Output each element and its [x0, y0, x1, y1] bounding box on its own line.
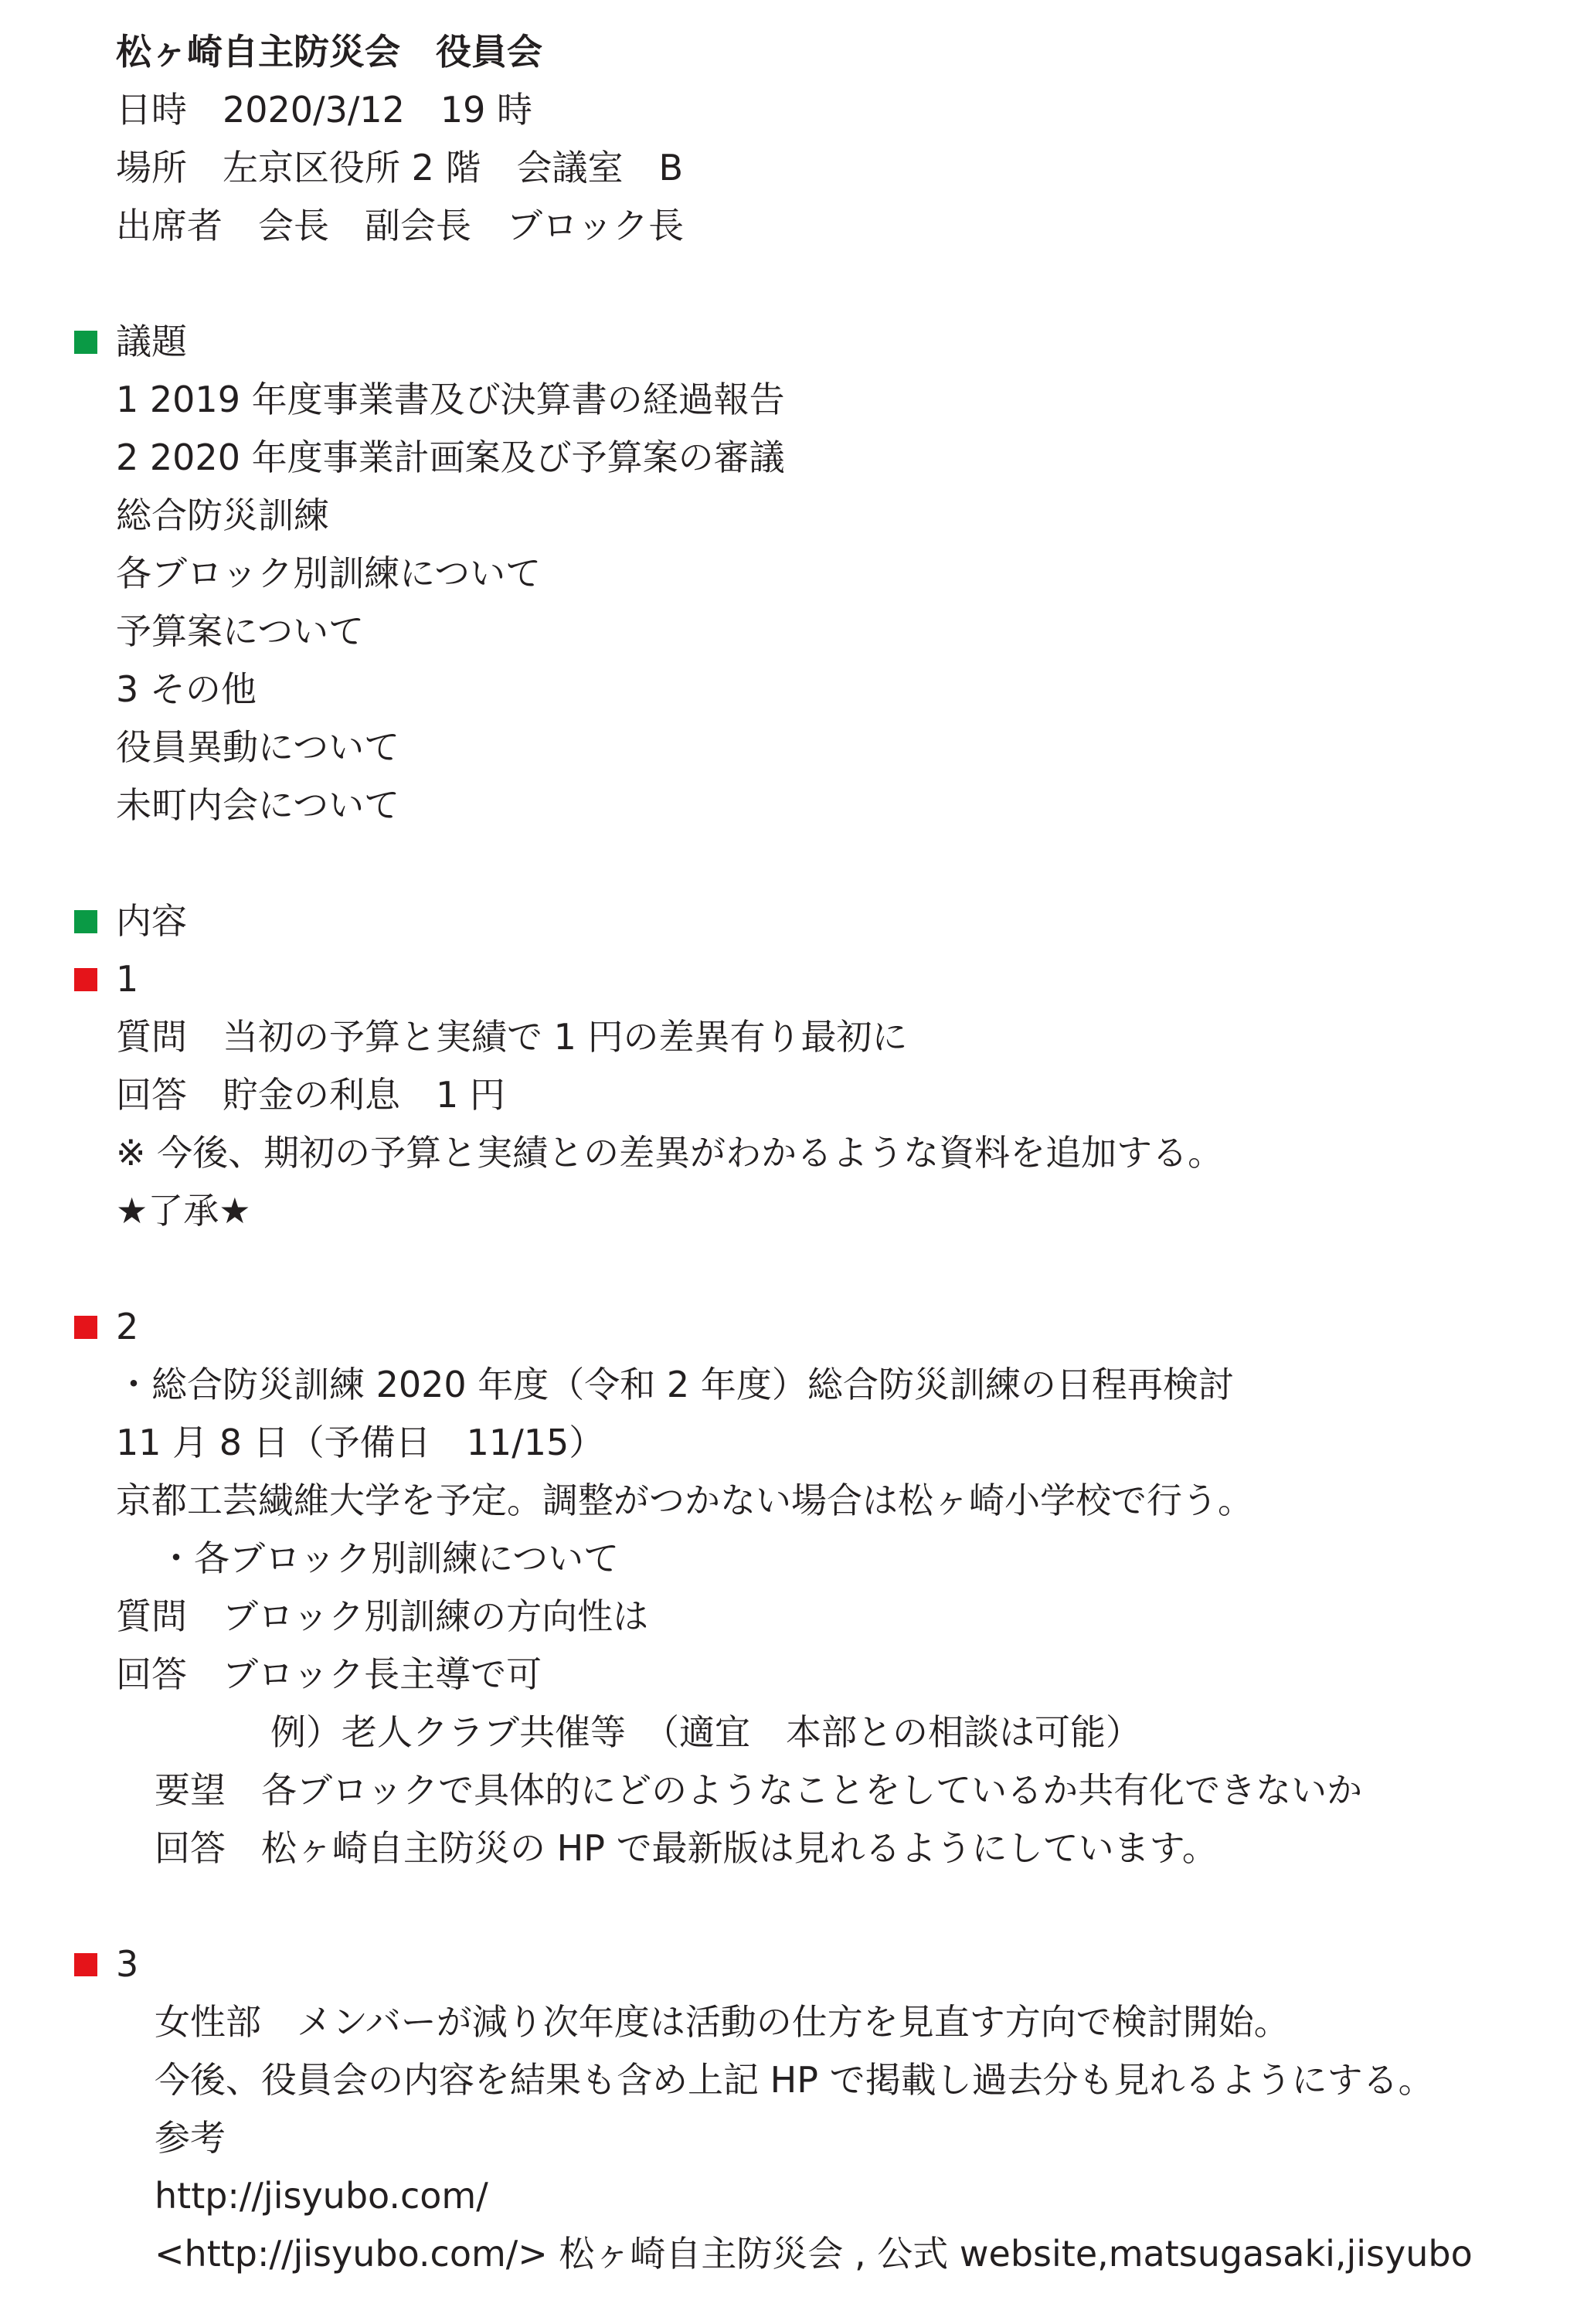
- meeting-place: 場所 左京区役所 2 階 会議室 B: [116, 147, 684, 189]
- agenda-item: 役員異動について: [116, 726, 400, 768]
- reference-link-description[interactable]: <http://jisyubo.com/> 松ヶ崎自主防災会 , 公式 website,matsugasaki,jisyubo: [155, 2233, 1473, 2275]
- section2-line: ・総合防災訓練 2020 年度（令和 2 年度）総合防災訓練の日程再検討: [116, 1364, 1234, 1405]
- section1-line: 質問 当初の予算と実績で 1 円の差異有り最初に: [116, 1016, 908, 1058]
- agenda-item: 1 2019 年度事業書及び決算書の経過報告: [116, 379, 785, 420]
- section2-line: 回答 ブロック長主導で可: [116, 1653, 542, 1695]
- document-title: 松ヶ崎自主防災会 役員会: [116, 31, 542, 73]
- section3-line: 参考: [155, 2117, 226, 2159]
- agenda-item: 3 その他: [116, 668, 257, 710]
- section2-line: 京都工芸繊維大学を予定。調整がつかない場合は松ヶ崎小学校で行う。: [116, 1480, 1253, 1521]
- section1-line: 回答 貯金の利息 1 円: [116, 1074, 505, 1116]
- section2-line: 質問 ブロック別訓練の方向性は: [116, 1595, 649, 1637]
- agenda-item: 総合防災訓練: [116, 494, 329, 536]
- meeting-date: 日時 2020/3/12 19 時: [116, 89, 533, 131]
- agenda-item: 予算案について: [116, 610, 365, 652]
- section1-marker-icon: [74, 968, 97, 991]
- section3-line: 女性部 メンバーが減り次年度は活動の仕方を見直す方向で検討開始。: [155, 2001, 1290, 2043]
- section2-line: 回答 松ヶ崎自主防災の HP で最新版は見れるようにしています。: [155, 1827, 1218, 1869]
- section1-number: 1: [116, 958, 139, 1000]
- section2-line: 要望 各ブロックで具体的にどのようなことをしているか共有化できないか: [155, 1769, 1363, 1811]
- section2-marker-icon: [74, 1316, 97, 1339]
- section3-number: 3: [116, 1943, 139, 1985]
- section2-number: 2: [116, 1306, 139, 1347]
- agenda-marker-icon: [74, 331, 97, 354]
- reference-url-link[interactable]: http://jisyubo.com/: [155, 2175, 488, 2217]
- agenda-heading: 議題: [116, 321, 187, 362]
- content-marker-icon: [74, 910, 97, 933]
- section2-line: ・各ブロック別訓練について: [158, 1537, 620, 1579]
- section3-line: 今後、役員会の内容を結果も含め上記 HP で掲載し過去分も見れるようにする。: [155, 2059, 1434, 2101]
- section2-line: 11 月 8 日（予備日 11/15）: [116, 1422, 605, 1463]
- meeting-attendees: 出席者 会長 副会長 ブロック長: [116, 205, 685, 246]
- agenda-item: 各ブロック別訓練について: [116, 552, 542, 594]
- section1-line: ※ 今後、期初の予算と実績との差異がわかるような資料を追加する。: [116, 1132, 1224, 1174]
- agenda-item: 未町内会について: [116, 784, 400, 826]
- agenda-item: 2 2020 年度事業計画案及び予算案の審議: [116, 437, 785, 478]
- section2-line: 例）老人クラブ共催等 （適宜 本部との相談は可能）: [270, 1711, 1141, 1753]
- section3-marker-icon: [74, 1953, 97, 1976]
- section1-line: ★了承★: [116, 1190, 251, 1232]
- content-heading: 内容: [116, 900, 187, 942]
